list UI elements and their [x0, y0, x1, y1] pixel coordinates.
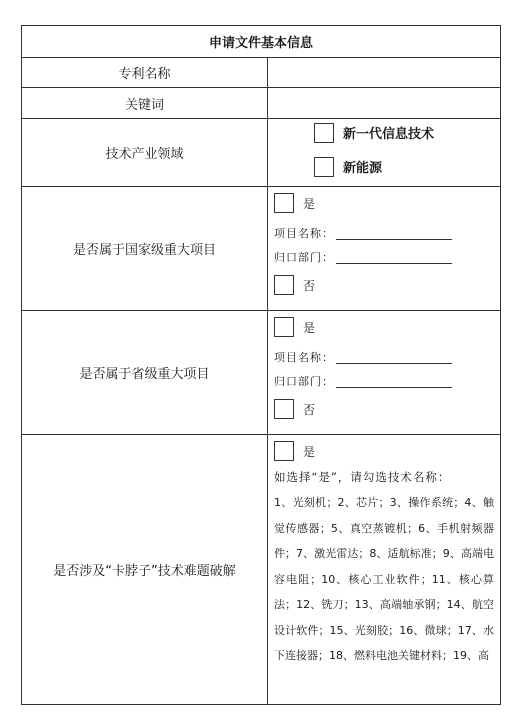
- tech-name-list: 1、光刻机；2、芯片；3、操作系统；4、触觉传感器；5、真空蒸镀机；6、手机射频器件；7、激光雷达；8、适航标准；9、高端电容电阻；10、核心工业软件；11、核心算法；12、铣刀；13、高端轴承钢；14、航空设计软件；15、光刻胶；16、微球；17、水下连接器；18、燃料电池关键材料；19、高: [274, 496, 495, 662]
- tech-field-label: 技术产业领域: [22, 119, 268, 187]
- checkbox[interactable]: [274, 399, 294, 419]
- provincial-department-row: [274, 369, 494, 393]
- application-info-table: [21, 25, 501, 705]
- national-project-name-row: [274, 221, 494, 245]
- department-label: 归口部门：: [274, 251, 334, 264]
- checkbox[interactable]: [314, 157, 334, 177]
- provincial-yes-option[interactable]: [274, 315, 494, 339]
- provincial-no-option[interactable]: [274, 397, 494, 421]
- keywords-field[interactable]: [268, 88, 501, 119]
- checkbox[interactable]: [274, 193, 294, 213]
- department-label: 归口部门：: [274, 375, 334, 388]
- no-label: 否: [303, 278, 316, 293]
- bottleneck-instruction: 如选择“是”，请勾选技术名称：: [274, 470, 451, 484]
- project-name-label: 项目名称：: [274, 351, 334, 364]
- bottleneck-options: [268, 435, 501, 705]
- department-input[interactable]: [336, 251, 452, 264]
- provincial-project-options: [268, 311, 501, 435]
- yes-label: 是: [303, 444, 316, 459]
- provincial-project-name-row: [274, 345, 494, 369]
- yes-label: 是: [303, 196, 316, 211]
- patent-name-field[interactable]: [268, 58, 501, 88]
- national-project-options: [268, 187, 501, 311]
- tech-option-new-energy[interactable]: [314, 154, 500, 179]
- national-no-option[interactable]: [274, 273, 494, 297]
- department-input[interactable]: [336, 375, 452, 388]
- project-name-label: 项目名称：: [274, 227, 334, 240]
- national-department-row: [274, 245, 494, 269]
- bottleneck-yes-option[interactable]: [274, 439, 494, 463]
- keywords-label: 关键词: [22, 88, 268, 119]
- checkbox[interactable]: [274, 317, 294, 337]
- provincial-project-label: 是否属于省级重大项目: [22, 311, 268, 435]
- option-label: 新能源: [343, 161, 383, 176]
- bottleneck-label: 是否涉及“卡脖子”技术难题破解: [22, 435, 268, 705]
- yes-label: 是: [303, 320, 316, 335]
- no-label: 否: [303, 402, 316, 417]
- checkbox[interactable]: [274, 275, 294, 295]
- checkbox[interactable]: [274, 441, 294, 461]
- patent-name-label: 专利名称: [22, 58, 268, 88]
- national-project-label: 是否属于国家级重大项目: [22, 187, 268, 311]
- project-name-input[interactable]: [336, 227, 452, 240]
- tech-field-options: [268, 119, 501, 187]
- project-name-input[interactable]: [336, 351, 452, 364]
- option-label: 新一代信息技术: [343, 127, 435, 142]
- national-yes-option[interactable]: [274, 191, 494, 215]
- table-title: 申请文件基本信息: [22, 26, 501, 58]
- tech-option-new-it[interactable]: [314, 120, 500, 145]
- checkbox[interactable]: [314, 123, 334, 143]
